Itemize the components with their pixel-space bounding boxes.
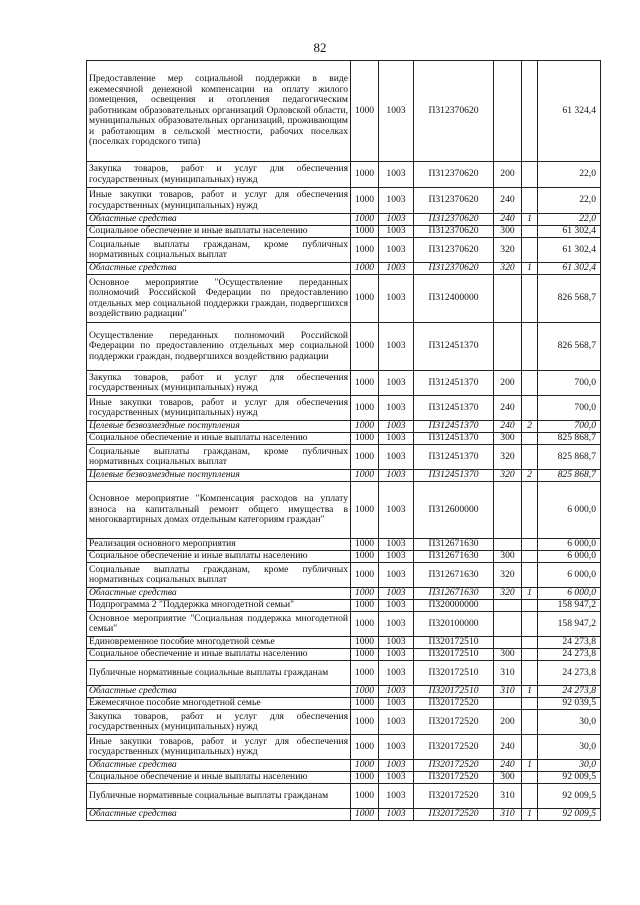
subsection-code: 1003 (379, 482, 414, 539)
expense-type-code: 320 (494, 238, 522, 263)
target-article-code: П320100000 (414, 612, 494, 637)
funding-source-code (522, 600, 538, 612)
funding-source-code (522, 612, 538, 637)
row-name: Осуществление переданных полномочий Российской Федерации по предоставлению отдельных мер социальной поддержки граждан, подвергшихся воздействию радиации (87, 323, 351, 371)
section-code: 1000 (351, 551, 379, 563)
amount: 92 009,5 (538, 809, 601, 821)
row-name: Основное мероприятие "Социальная поддержка многодетной семьи" (87, 612, 351, 637)
expense-type-code: 320 (494, 470, 522, 482)
table-row (87, 686, 601, 698)
target-article-code: П320172520 (414, 735, 494, 760)
table-row (87, 649, 601, 661)
subsection-code: 1003 (379, 710, 414, 735)
row-name: Ежемесячное пособие многодетной семье (87, 698, 351, 710)
row-name: Областные средства (87, 760, 351, 772)
funding-source-code (522, 188, 538, 214)
table-row (87, 772, 601, 784)
table-row (87, 371, 601, 396)
funding-source-code (522, 563, 538, 588)
funding-source-code: 1 (522, 809, 538, 821)
section-code: 1000 (351, 238, 379, 263)
expense-type-code: 310 (494, 661, 522, 686)
amount: 30,0 (538, 710, 601, 735)
section-code: 1000 (351, 649, 379, 661)
funding-source-code (522, 238, 538, 263)
subsection-code: 1003 (379, 214, 414, 226)
row-name: Иные закупки товаров, работ и услуг для обеспечения государственных (муниципальных) нужд (87, 188, 351, 214)
table-row (87, 470, 601, 482)
subsection-code: 1003 (379, 323, 414, 371)
funding-source-code (522, 698, 538, 710)
section-code: 1000 (351, 698, 379, 710)
table-row (87, 551, 601, 563)
table-row (87, 445, 601, 470)
row-name: Социальные выплаты гражданам, кроме публичных нормативных социальных выплат (87, 563, 351, 588)
target-article-code: П320172510 (414, 686, 494, 698)
subsection-code: 1003 (379, 61, 414, 162)
amount: 700,0 (538, 396, 601, 421)
section-code: 1000 (351, 588, 379, 600)
section-code: 1000 (351, 421, 379, 433)
subsection-code: 1003 (379, 760, 414, 772)
target-article-code: П312370620 (414, 188, 494, 214)
funding-source-code (522, 371, 538, 396)
budget-table (86, 60, 601, 821)
table-row (87, 698, 601, 710)
expense-type-code: 300 (494, 226, 522, 238)
funding-source-code: 1 (522, 263, 538, 275)
subsection-code: 1003 (379, 238, 414, 263)
target-article-code: П312370620 (414, 263, 494, 275)
amount: 6 000,0 (538, 588, 601, 600)
section-code: 1000 (351, 396, 379, 421)
funding-source-code (522, 275, 538, 323)
target-article-code: П312451370 (414, 470, 494, 482)
funding-source-code (522, 649, 538, 661)
expense-type-code: 300 (494, 772, 522, 784)
row-name: Иные закупки товаров, работ и услуг для обеспечения государственных (муниципальных) нужд (87, 396, 351, 421)
subsection-code: 1003 (379, 445, 414, 470)
funding-source-code (522, 735, 538, 760)
target-article-code: П312451370 (414, 433, 494, 445)
row-name: Социальное обеспечение и иные выплаты населению (87, 551, 351, 563)
subsection-code: 1003 (379, 588, 414, 600)
expense-type-code (494, 323, 522, 371)
subsection-code: 1003 (379, 809, 414, 821)
expense-type-code: 200 (494, 371, 522, 396)
section-code: 1000 (351, 226, 379, 238)
expense-type-code (494, 61, 522, 162)
section-code: 1000 (351, 772, 379, 784)
section-code: 1000 (351, 686, 379, 698)
target-article-code: П320172510 (414, 649, 494, 661)
section-code: 1000 (351, 482, 379, 539)
expense-type-code (494, 600, 522, 612)
amount: 700,0 (538, 371, 601, 396)
expense-type-code: 300 (494, 649, 522, 661)
row-name: Социальные выплаты гражданам, кроме публичных нормативных социальных выплат (87, 445, 351, 470)
table-row (87, 563, 601, 588)
section-code: 1000 (351, 612, 379, 637)
section-code: 1000 (351, 637, 379, 649)
funding-source-code (522, 433, 538, 445)
target-article-code: П320172520 (414, 772, 494, 784)
funding-source-code: 1 (522, 686, 538, 698)
subsection-code: 1003 (379, 686, 414, 698)
row-name: Закупка товаров, работ и услуг для обеспечения государственных (муниципальных) нужд (87, 162, 351, 188)
target-article-code: П312370620 (414, 238, 494, 263)
subsection-code: 1003 (379, 698, 414, 710)
expense-type-code: 240 (494, 421, 522, 433)
target-article-code: П312451370 (414, 445, 494, 470)
row-name: Предоставление мер социальной поддержки в виде ежемесячной денежной компенсации на оплату жилого помещения, освещения и отопления педагогическим работникам образовательных организаций Орловской области, муниципальных образовательных организаций, проживающим и работающим в сельской местности, рабочих поселках (поселках городского типа) (87, 61, 351, 162)
expense-type-code: 240 (494, 735, 522, 760)
table-row (87, 61, 601, 162)
amount: 30,0 (538, 760, 601, 772)
expense-type-code: 300 (494, 433, 522, 445)
funding-source-code (522, 551, 538, 563)
section-code: 1000 (351, 563, 379, 588)
subsection-code: 1003 (379, 226, 414, 238)
subsection-code: 1003 (379, 612, 414, 637)
table-row (87, 263, 601, 275)
section-code: 1000 (351, 445, 379, 470)
subsection-code: 1003 (379, 772, 414, 784)
table-row (87, 396, 601, 421)
section-code: 1000 (351, 784, 379, 809)
table-row (87, 421, 601, 433)
target-article-code: П312370620 (414, 214, 494, 226)
amount: 6 000,0 (538, 563, 601, 588)
expense-type-code: 320 (494, 588, 522, 600)
table-row (87, 760, 601, 772)
section-code: 1000 (351, 661, 379, 686)
table-row (87, 539, 601, 551)
amount: 30,0 (538, 735, 601, 760)
expense-type-code: 200 (494, 710, 522, 735)
expense-type-code: 320 (494, 563, 522, 588)
funding-source-code: 2 (522, 421, 538, 433)
section-code: 1000 (351, 162, 379, 188)
subsection-code: 1003 (379, 470, 414, 482)
funding-source-code: 1 (522, 214, 538, 226)
subsection-code: 1003 (379, 600, 414, 612)
funding-source-code (522, 539, 538, 551)
table-row (87, 710, 601, 735)
target-article-code: П312451370 (414, 421, 494, 433)
expense-type-code (494, 637, 522, 649)
amount: 6 000,0 (538, 551, 601, 563)
funding-source-code (522, 323, 538, 371)
row-name: Областные средства (87, 809, 351, 821)
funding-source-code (522, 162, 538, 188)
expense-type-code: 240 (494, 760, 522, 772)
target-article-code: П320172520 (414, 698, 494, 710)
row-name: Подпрограмма 2 "Поддержка многодетной семьи" (87, 600, 351, 612)
subsection-code: 1003 (379, 551, 414, 563)
amount: 825 868,7 (538, 470, 601, 482)
funding-source-code (522, 661, 538, 686)
row-name: Единовременное пособие многодетной семье (87, 637, 351, 649)
amount: 22,0 (538, 162, 601, 188)
subsection-code: 1003 (379, 396, 414, 421)
subsection-code: 1003 (379, 735, 414, 760)
table-row (87, 612, 601, 637)
expense-type-code (494, 275, 522, 323)
target-article-code: П320172520 (414, 760, 494, 772)
section-code: 1000 (351, 188, 379, 214)
table-row (87, 433, 601, 445)
table-row (87, 323, 601, 371)
table-row (87, 600, 601, 612)
row-name: Социальное обеспечение и иные выплаты населению (87, 433, 351, 445)
table-row (87, 226, 601, 238)
expense-type-code (494, 539, 522, 551)
target-article-code: П312370620 (414, 61, 494, 162)
funding-source-code (522, 784, 538, 809)
section-code: 1000 (351, 735, 379, 760)
funding-source-code (522, 772, 538, 784)
amount: 24 273,8 (538, 637, 601, 649)
row-name: Целевые безвозмездные поступления (87, 421, 351, 433)
target-article-code: П312400000 (414, 275, 494, 323)
funding-source-code (522, 61, 538, 162)
table-row (87, 162, 601, 188)
target-article-code: П320172510 (414, 661, 494, 686)
section-code: 1000 (351, 470, 379, 482)
amount: 92 009,5 (538, 772, 601, 784)
subsection-code: 1003 (379, 188, 414, 214)
funding-source-code (522, 445, 538, 470)
funding-source-code (522, 226, 538, 238)
target-article-code: П312370620 (414, 162, 494, 188)
amount: 24 273,8 (538, 649, 601, 661)
subsection-code: 1003 (379, 784, 414, 809)
section-code: 1000 (351, 61, 379, 162)
target-article-code: П312671630 (414, 563, 494, 588)
amount: 700,0 (538, 421, 601, 433)
table-body (87, 61, 601, 821)
section-code: 1000 (351, 809, 379, 821)
target-article-code: П312671630 (414, 551, 494, 563)
funding-source-code: 1 (522, 760, 538, 772)
target-article-code: П320000000 (414, 600, 494, 612)
row-name: Областные средства (87, 588, 351, 600)
table-row (87, 482, 601, 539)
amount: 825 868,7 (538, 445, 601, 470)
section-code: 1000 (351, 710, 379, 735)
amount: 92 009,5 (538, 784, 601, 809)
target-article-code: П312600000 (414, 482, 494, 539)
subsection-code: 1003 (379, 263, 414, 275)
amount: 24 273,8 (538, 661, 601, 686)
target-article-code: П320172520 (414, 710, 494, 735)
amount: 6 000,0 (538, 539, 601, 551)
subsection-code: 1003 (379, 661, 414, 686)
page-number: 82 (313, 40, 327, 55)
table-row (87, 238, 601, 263)
amount: 61 302,4 (538, 263, 601, 275)
row-name: Социальные выплаты гражданам, кроме публичных нормативных социальных выплат (87, 238, 351, 263)
row-name: Публичные нормативные социальные выплаты гражданам (87, 661, 351, 686)
amount: 6 000,0 (538, 482, 601, 539)
table-row (87, 588, 601, 600)
row-name: Иные закупки товаров, работ и услуг для обеспечения государственных (муниципальных) нужд (87, 735, 351, 760)
table-row (87, 661, 601, 686)
target-article-code: П312451370 (414, 396, 494, 421)
amount: 61 324,4 (538, 61, 601, 162)
amount: 158 947,2 (538, 612, 601, 637)
target-article-code: П320172520 (414, 784, 494, 809)
row-name: Реализация основного мероприятия (87, 539, 351, 551)
expense-type-code: 200 (494, 162, 522, 188)
expense-type-code: 240 (494, 396, 522, 421)
amount: 22,0 (538, 214, 601, 226)
section-code: 1000 (351, 760, 379, 772)
section-code: 1000 (351, 539, 379, 551)
row-name: Закупка товаров, работ и услуг для обеспечения государственных (муниципальных) нужд (87, 710, 351, 735)
subsection-code: 1003 (379, 433, 414, 445)
expense-type-code (494, 612, 522, 637)
table-row (87, 188, 601, 214)
funding-source-code (522, 637, 538, 649)
expense-type-code: 320 (494, 263, 522, 275)
amount: 826 568,7 (538, 323, 601, 371)
target-article-code: П320172510 (414, 637, 494, 649)
row-name: Областные средства (87, 686, 351, 698)
funding-source-code (522, 710, 538, 735)
section-code: 1000 (351, 275, 379, 323)
target-article-code: П312451370 (414, 371, 494, 396)
expense-type-code: 320 (494, 445, 522, 470)
row-name: Целевые безвозмездные поступления (87, 470, 351, 482)
table-row (87, 214, 601, 226)
expense-type-code: 240 (494, 188, 522, 214)
row-name: Областные средства (87, 263, 351, 275)
expense-type-code: 310 (494, 809, 522, 821)
subsection-code: 1003 (379, 539, 414, 551)
expense-type-code (494, 698, 522, 710)
row-name: Социальное обеспечение и иные выплаты населению (87, 772, 351, 784)
amount: 24 273,8 (538, 686, 601, 698)
row-name: Публичные нормативные социальные выплаты гражданам (87, 784, 351, 809)
amount: 826 568,7 (538, 275, 601, 323)
target-article-code: П312671630 (414, 539, 494, 551)
row-name: Социальное обеспечение и иные выплаты населению (87, 226, 351, 238)
target-article-code: П312671630 (414, 588, 494, 600)
section-code: 1000 (351, 263, 379, 275)
row-name: Закупка товаров, работ и услуг для обеспечения государственных (муниципальных) нужд (87, 371, 351, 396)
funding-source-code (522, 482, 538, 539)
expense-type-code: 310 (494, 686, 522, 698)
row-name: Социальное обеспечение и иные выплаты населению (87, 649, 351, 661)
expense-type-code: 310 (494, 784, 522, 809)
expense-type-code (494, 482, 522, 539)
subsection-code: 1003 (379, 637, 414, 649)
row-name: Основное мероприятие "Компенсация расходов на уплату взноса на капитальный ремонт общего имущества в многоквартирных домах отдельным категориям граждан" (87, 482, 351, 539)
table-row (87, 637, 601, 649)
expense-type-code: 300 (494, 551, 522, 563)
amount: 22,0 (538, 188, 601, 214)
table-row (87, 784, 601, 809)
expense-type-code: 240 (494, 214, 522, 226)
subsection-code: 1003 (379, 275, 414, 323)
target-article-code: П320172520 (414, 809, 494, 821)
target-article-code: П312451370 (414, 323, 494, 371)
section-code: 1000 (351, 214, 379, 226)
funding-source-code: 2 (522, 470, 538, 482)
table-row (87, 809, 601, 821)
section-code: 1000 (351, 371, 379, 396)
amount: 825 868,7 (538, 433, 601, 445)
subsection-code: 1003 (379, 421, 414, 433)
funding-source-code: 1 (522, 588, 538, 600)
amount: 61 302,4 (538, 226, 601, 238)
section-code: 1000 (351, 323, 379, 371)
section-code: 1000 (351, 600, 379, 612)
subsection-code: 1003 (379, 649, 414, 661)
section-code: 1000 (351, 433, 379, 445)
amount: 61 302,4 (538, 238, 601, 263)
subsection-code: 1003 (379, 162, 414, 188)
funding-source-code (522, 396, 538, 421)
subsection-code: 1003 (379, 371, 414, 396)
row-name: Основное мероприятие "Осуществление переданных полномочий Российской Федерации по предоставлению отдельных мер социальной поддержки граждан, подвергшихся воздействию радиации" (87, 275, 351, 323)
table-row (87, 275, 601, 323)
row-name: Областные средства (87, 214, 351, 226)
target-article-code: П312370620 (414, 226, 494, 238)
table-row (87, 735, 601, 760)
subsection-code: 1003 (379, 563, 414, 588)
amount: 92 039,5 (538, 698, 601, 710)
amount: 158 947,2 (538, 600, 601, 612)
